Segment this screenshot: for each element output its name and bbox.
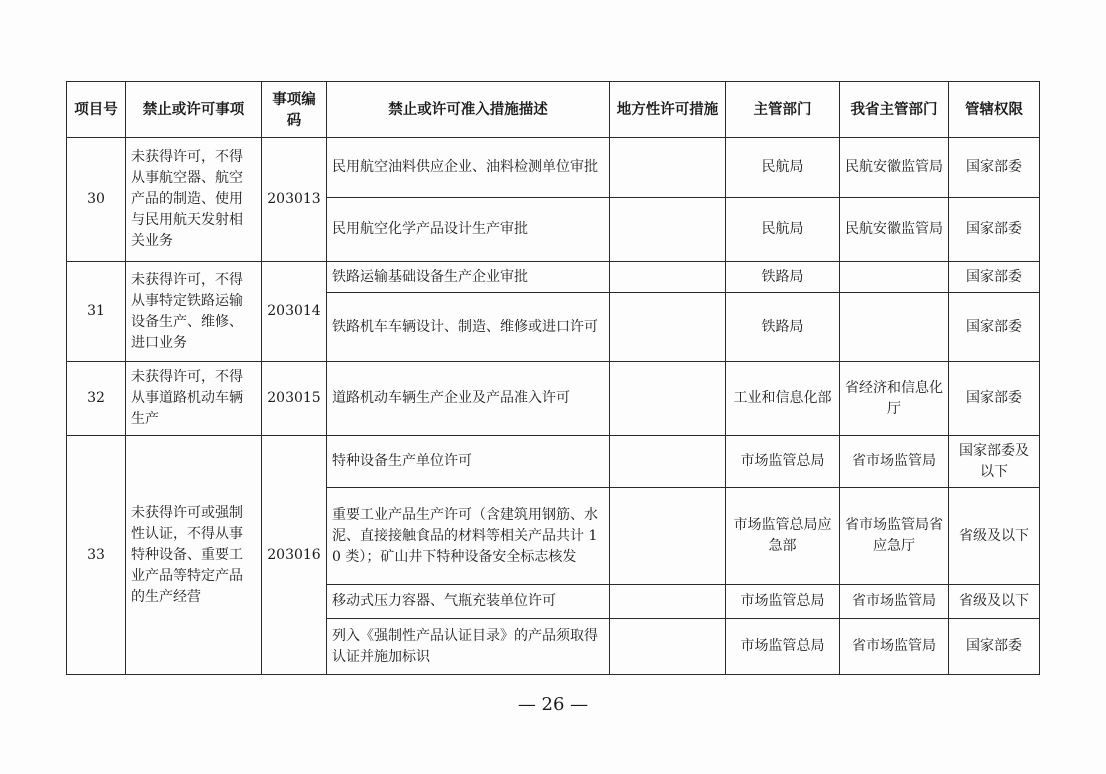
dept: 市场监管总局应急部 [726,488,840,585]
jurisdiction: 国家部委 [949,293,1040,362]
measure-desc: 重要工业产品生产许可（含建筑用钢筋、水泥、直接接触食品的材料等相关产品共计 10 类）；矿山井下特种设备安全标志核发 [327,488,610,585]
table-row [67,262,1040,293]
item-number: 30 [67,138,126,262]
measure-desc: 民用航空油料供应企业、油料检测单位审批 [327,138,610,198]
table-row [67,436,1040,488]
header-prov: 我省主管部门 [840,82,949,138]
item-title: 未获得许可或强制性认证，不得从事特种设备、重要工业产品等特定产品的生产经营 [126,436,262,675]
local-measure [610,198,726,262]
local-measure [610,262,726,293]
item-code: 203014 [262,262,327,362]
jurisdiction: 省级及以下 [949,585,1040,619]
local-measure [610,619,726,675]
province-dept: 省市场监管局省应急厅 [840,488,949,585]
header-scope: 管辖权限 [949,82,1040,138]
dept: 民航局 [726,138,840,198]
header-dept: 主管部门 [726,82,840,138]
dept: 民航局 [726,198,840,262]
header-no: 项目号 [67,82,126,138]
jurisdiction: 省级及以下 [949,488,1040,585]
measure-desc: 民用航空化学产品设计生产审批 [327,198,610,262]
dept: 工业和信息化部 [726,362,840,436]
item-code: 203016 [262,436,327,675]
province-dept: 省市场监管局 [840,585,949,619]
item-code: 203013 [262,138,327,262]
page-number: — 26 — [517,694,589,715]
local-measure [610,585,726,619]
local-measure [610,138,726,198]
local-measure [610,293,726,362]
dept: 市场监管总局 [726,585,840,619]
measure-desc: 铁路机车车辆设计、制造、维修或进口许可 [327,293,610,362]
measure-desc: 铁路运输基础设备生产企业审批 [327,262,610,293]
item-title: 未获得许可，不得从事特定铁路运输设备生产、维修、进口业务 [126,262,262,362]
measure-desc: 移动式压力容器、气瓶充装单位许可 [327,585,610,619]
header-desc: 禁止或许可准入措施描述 [327,82,610,138]
dept: 铁路局 [726,293,840,362]
province-dept [840,293,949,362]
province-dept: 省经济和信息化厅 [840,362,949,436]
item-title: 未获得许可，不得从事道路机动车辆生产 [126,362,262,436]
local-measure [610,362,726,436]
jurisdiction: 国家部委及以下 [949,436,1040,488]
item-code: 203015 [262,362,327,436]
jurisdiction: 国家部委 [949,262,1040,293]
province-dept: 民航安徽监管局 [840,198,949,262]
dept: 市场监管总局 [726,436,840,488]
jurisdiction: 国家部委 [949,362,1040,436]
header-local: 地方性许可措施 [610,82,726,138]
dept: 铁路局 [726,262,840,293]
measure-desc: 列入《强制性产品认证目录》的产品须取得认证并施加标识 [327,619,610,675]
local-measure [610,488,726,585]
province-dept: 省市场监管局 [840,619,949,675]
measure-desc: 特种设备生产单位许可 [327,436,610,488]
item-title: 未获得许可，不得从事航空器、航空产品的制造、使用与民用航天发射相关业务 [126,138,262,262]
header-code: 事项编码 [262,82,327,138]
table-row [67,138,1040,198]
province-dept [840,262,949,293]
item-number: 33 [67,436,126,675]
province-dept: 省市场监管局 [840,436,949,488]
table-row [67,362,1040,436]
measure-desc: 道路机动车辆生产企业及产品准入许可 [327,362,610,436]
header-row [67,82,1040,138]
dept: 市场监管总局 [726,619,840,675]
jurisdiction: 国家部委 [949,198,1040,262]
header-item: 禁止或许可事项 [126,82,262,138]
item-number: 31 [67,262,126,362]
jurisdiction: 国家部委 [949,138,1040,198]
permit-table [66,81,1040,675]
local-measure [610,436,726,488]
item-number: 32 [67,362,126,436]
province-dept: 民航安徽监管局 [840,138,949,198]
jurisdiction: 国家部委 [949,619,1040,675]
